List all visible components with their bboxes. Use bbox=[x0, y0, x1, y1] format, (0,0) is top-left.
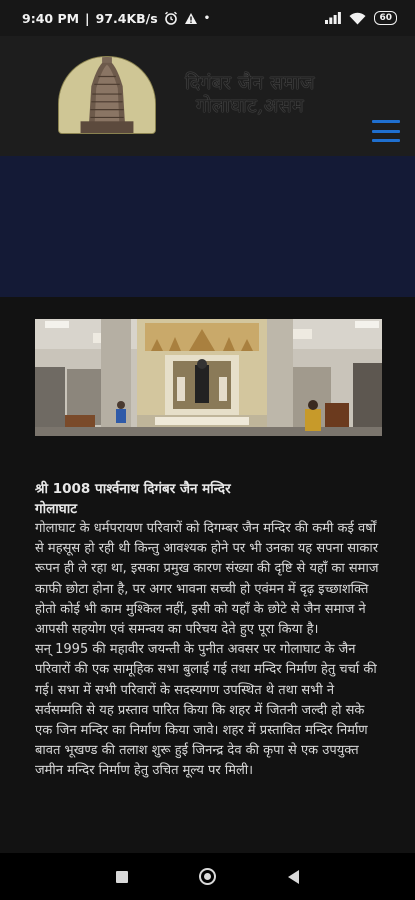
temple-interior-image bbox=[35, 319, 382, 436]
site-title-line2: गोलाघाट,असम bbox=[196, 95, 304, 117]
article-heading: श्री 1008 पार्श्वनाथ दिगंबर जैन मन्दिर bbox=[35, 481, 231, 497]
site-header bbox=[0, 36, 415, 156]
article-paragraph: सन् 1995 की महावीर जयन्ती के पुनीत अवसर पर गोलाघाट के जैन परिवारों की एक सामूहिक सभा बुलाई गई तथा मन्दिर निर्माण हेतु चर्चा की गई। सभा में सभी परिवारों के सदस्यगण उपस्थित थे तथा सभी ने सर्वसम्मति से यह प्रस्ताव पारित किया कि शहर में जितनी जल्दी हो सके एक जिन मन्दिर का निर्माण किया जावे। शहर में प्रस्तावित मन्दिर निर्माण bbox=[35, 642, 377, 739]
status-time: 9:40 PM bbox=[22, 10, 80, 26]
status-separator: | bbox=[85, 10, 90, 26]
main-content bbox=[0, 297, 415, 853]
battery-level: 60 bbox=[379, 12, 392, 23]
menu-bar-2 bbox=[372, 130, 400, 133]
hamburger-menu-icon[interactable] bbox=[372, 120, 400, 142]
alarm-icon bbox=[164, 11, 178, 25]
article-subheading: गोलाघाट bbox=[35, 501, 78, 517]
home-circle-icon[interactable] bbox=[199, 868, 216, 885]
status-bar bbox=[0, 0, 415, 36]
article bbox=[35, 479, 385, 782]
notification-dot: • bbox=[203, 12, 211, 24]
system-nav-bar bbox=[0, 853, 415, 900]
network-speed: 97.4KB/s bbox=[95, 10, 158, 26]
article-paragraph: गोलाघाट के धर्मपरायण परिवारों को दिगम्बर जैन मन्दिर की कमी कई वर्षों से महसूस हो रही थी किन्तु आवश्यक होने पर भी उनका यह सपना साकार रूपन ही ले रहा था, इसका प्रमुख कारण संख्या की दृष्टि से यहाँ का समाज काफी छोटा होना है, पर अगर भावना सच्ची हो एवंमन में दृढ़ इच्छाशक्ति होतो कोई भी काम मुश्किल नहीं, इसी को यहाँ के छोटे से जैन समाज ने आपसी सहयोग एवं समन्वय का परिचय देते हुए पूरा किया है। bbox=[35, 521, 379, 638]
recents-square-icon[interactable] bbox=[116, 871, 128, 883]
site-title-line1: दिगंबर जैन समाज bbox=[185, 72, 315, 94]
menu-bar-1 bbox=[372, 120, 400, 123]
site-title[interactable] bbox=[150, 72, 350, 118]
article-paragraph: बावत भूखण्ड की तलाश शुरू हुई जिनन्द्र देव की कृपा से एक उपयुक्त जमीन मन्दिर निर्माण हेतु उचित मूल्य पर मिली। bbox=[35, 743, 359, 779]
warning-icon bbox=[184, 12, 198, 25]
back-triangle-icon[interactable] bbox=[288, 870, 299, 884]
wifi-icon bbox=[349, 12, 366, 25]
battery-icon bbox=[374, 11, 397, 25]
banner-area bbox=[0, 156, 415, 297]
menu-bar-3 bbox=[372, 139, 400, 142]
signal-icon bbox=[325, 12, 341, 24]
temple-logo-icon[interactable] bbox=[58, 56, 156, 134]
